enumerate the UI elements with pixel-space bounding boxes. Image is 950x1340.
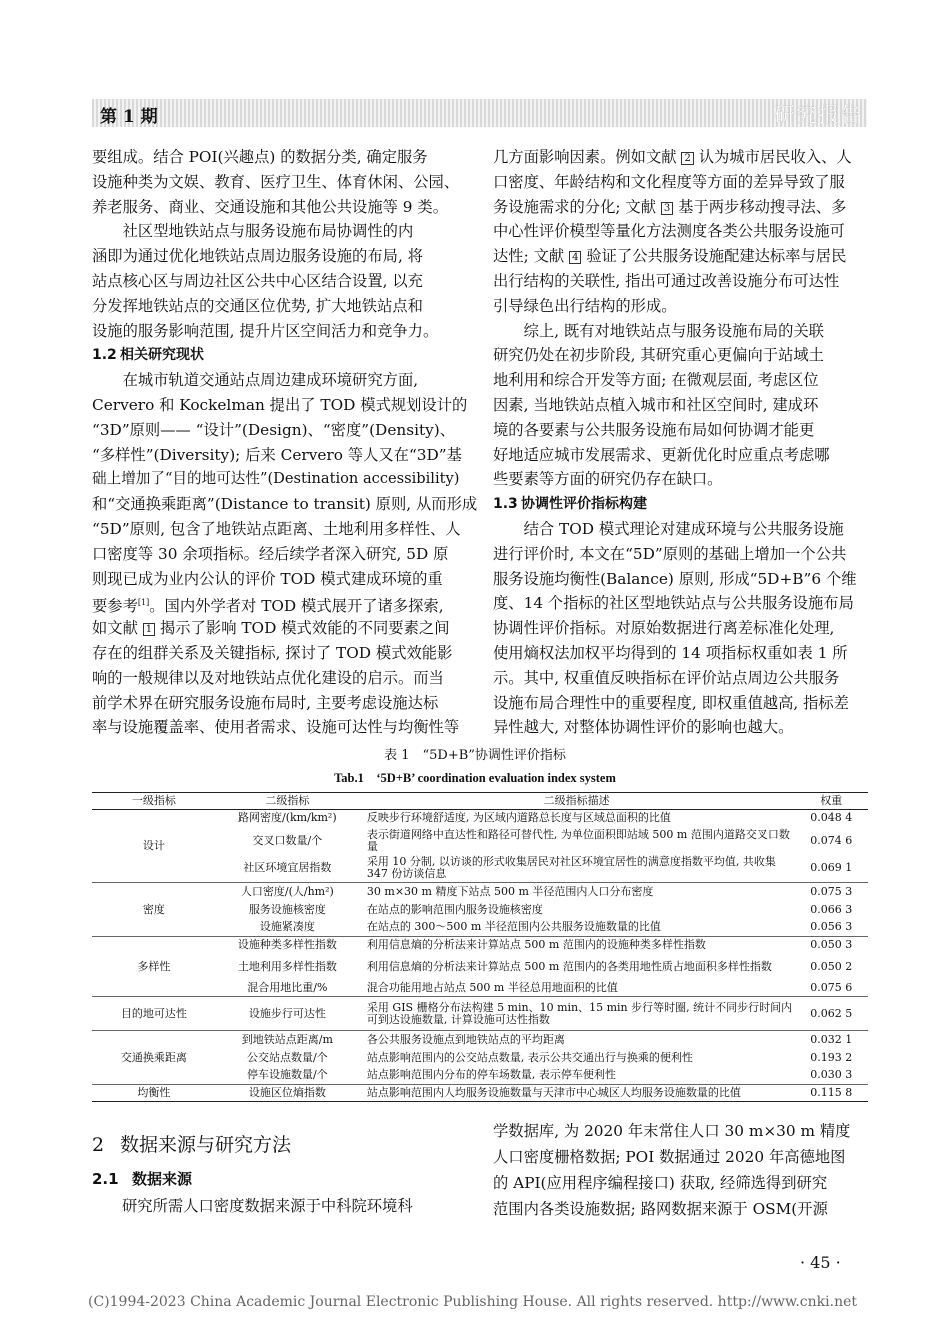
indicator-weight: 0.075 6 [794,980,868,997]
indicator-name: 设施区位熵指数 [216,1085,359,1102]
text-line: 些要素等方面的研究仍存在缺口。 [493,470,723,489]
section-heading-2-1 [92,1168,192,1189]
index-table [92,792,868,1102]
indicator-desc: 30 m×30 m 精度下站点 500 m 半径范围内人口分布密度 [366,884,654,898]
section-title: 相关研究现状 [120,347,204,364]
citation-ref[interactable]: 1 [143,623,155,636]
table-row [92,883,868,901]
indicator-weight: 0.074 6 [810,833,853,847]
section-title: 数据来源 [132,1170,193,1188]
text-line: 进行评价时, 本文在“5D”原则的基础上增加一个公共 [493,544,847,563]
indicator-desc: 采用 GIS 栅格分布法构建 5 min、10 min、15 min 步行等时圈, 统计不同步行时间内可到达设施数量, 计算设施可达性指数 [359,997,795,1031]
text-fragment: 几方面影响因素。例如文献 [493,148,677,166]
column-header: 二级指标描述 [359,793,795,810]
text-line: 的 API(应用程序编程接口) 获取, 经筛选得到研究 [493,1174,828,1192]
text-fragment: 达性; 文献 [493,247,565,266]
citation-ref[interactable]: 3 [661,202,673,215]
text-line: 研究所需人口密度数据来源于中科院环境科 [122,1197,413,1215]
indicator-weight: 0.193 2 [810,1050,853,1064]
indicator-weight: 0.030 3 [794,1067,868,1085]
column-header: 二级指标 [216,793,359,810]
text-line [493,195,868,220]
text-fragment: 验证了公共服务设施配建达标率与居民 [586,247,847,266]
indicator-desc: 站点影响范围内分布的停车场数量, 表示停车便利性 [359,1067,795,1085]
text-line: 设施种类为文娱、教育、医疗卫生、体育休闲、公园、 [92,172,460,191]
indicator-name: 土地利用多样性指数 [237,959,337,973]
indicator-weight: 0.050 3 [810,938,853,952]
text-line: 中心性评价模型等量化方法测度各类公共服务设施可 [493,222,845,241]
indicator-desc: 反映步行环境舒适度, 为区域内道路总长度与区域总面积的比值 [366,811,671,825]
group-name: 均衡性 [92,1085,216,1102]
text-line: 分发挥地铁站点的交通区位优势, 扩大地铁站点和 [92,296,423,315]
group-name: 多样性 [92,937,216,997]
text-line: “3D”原则—— “设计”(Design)、“密度”(Density)、 [92,420,456,439]
indicator-weight: 0.050 2 [810,959,853,973]
left-column [92,145,478,740]
citation-ref[interactable]: 2 [681,152,693,165]
indicator-desc: 混合功能用地占站点 500 m 半径总用地面积的比值 [359,980,795,997]
text-line [92,591,464,616]
issue-label: 第 1 期 [100,107,158,127]
indicator-weight: 0.075 3 [810,884,853,898]
right-column-bottom [493,1118,850,1222]
text-line: 使用熵权法加权平均得到的 14 项指标权重如表 1 所 [493,643,848,662]
text-line: 前学术界在研究服务设施布局时, 主要考虑设施达标 [92,693,439,712]
column-header: 权重 [794,793,868,810]
indicator-name: 路网密度/(km/km²) [238,811,337,825]
text-line: 度、14 个指标的社区型地铁站点与公共服务设施布局 [493,594,854,613]
text-line: 设施的服务影响范围, 提升片区空间活力和竞争力。 [92,321,439,340]
text-line: 好地适应城市发展需求、更新优化时应重点考虑哪 [493,445,830,464]
text-line: 口密度、年龄结构和文化程度等方面的差异导致了服 [493,172,845,191]
indicator-desc: 各公共服务设施点到地铁站点的平均距离 [366,1032,565,1046]
group-name: 目的地可达性 [92,997,216,1031]
indicator-weight: 0.056 3 [794,919,868,937]
text-line: 学数据库, 为 2020 年末常住人口 30 m×30 m 精度 [493,1122,851,1140]
indicator-desc: 采用 10 分制, 以访谈的形式收集居民对社区环境宜居性的满意度指数平均值, 共收集 347 份访谈信息 [359,855,795,883]
text-line: 协调性评价指标。对原始数据进行离差标准化处理, [493,619,835,638]
text-fragment: 要参考 [92,597,138,616]
copyright-footer: (C)1994-2023 China Academic Journal Electronic Publishing House. All rights reserved. http://www.cnki.net [88,1294,858,1310]
text-line: 范围内各类设施数据; 路网数据来源于 OSM(开源 [493,1200,828,1218]
indicator-name: 社区环境宜居指数 [216,855,359,883]
indicator-desc: 利用信息熵的分析法来计算站点 500 m 范围内的设施种类多样性指数 [366,938,706,952]
text-line: 在城市轨道交通站点周边建成环境研究方面, [92,371,419,390]
indicator-name: 服务设施核密度 [248,902,326,916]
text-line: 涵即为通过优化地铁站点周边服务设施的布局, 将 [92,247,423,266]
text-line: 引导绿色出行结构的形成。 [493,296,677,315]
text-line: 率与设施覆盖率、使用者需求、设施可达性与均衡性等 [92,718,460,737]
section-number: 1.2 [92,347,117,364]
text-line: 础上增加了“目的地可达性”(Destination accessibility) [92,470,460,488]
text-line: “5D”原则, 包含了地铁站点距离、土地利用多样性、人 [92,519,461,538]
section-heading-2 [92,1130,291,1157]
text-fragment: 揭示了影响 TOD 模式效能的不同要素之间 [155,619,450,638]
table-row [92,997,868,1031]
text-line [493,145,868,170]
section-title: 数据来源与研究方法 [120,1134,292,1156]
page-number: · 45 · [800,1253,841,1272]
table-header-row [92,793,868,810]
indicator-name: 设施紧凑度 [216,919,359,937]
indicator-weight: 0.062 5 [794,997,868,1031]
group-name: 交通换乘距离 [92,1031,216,1085]
group-name: 设计 [92,810,216,883]
indicator-weight: 0.048 4 [810,811,853,825]
indicator-name: 停车设施数量/个 [216,1067,359,1085]
right-column [493,145,868,740]
indicator-desc: 站点影响范围内的公交站点数量, 表示公共交通出行与换乘的便利性 [366,1050,693,1064]
section-heading-1-2 [92,343,464,368]
text-fragment: 基于两步移动搜寻法、多 [678,197,847,216]
indicator-name: 公交站点数量/个 [246,1050,328,1064]
citation-ref[interactable]: 4 [569,251,581,264]
indicator-desc: 利用信息熵的分析法来计算站点 500 m 范围内的各类用地性质占地面积多样性指数 [366,959,772,973]
text-line: 因素, 当地铁站点植入城市和社区空间时, 建成环 [493,395,819,414]
table-row [92,810,868,827]
table-row [92,937,868,954]
text-line: 养老服务、商业、交通设施和其他公共设施等 9 类。 [92,197,448,216]
text-line: 站点核心区与周边社区公共中心区结合设置, 以充 [92,271,423,290]
indicator-weight: 0.066 3 [810,902,853,916]
citation-superscript[interactable]: [1] [137,598,150,608]
text-line: 社区型地铁站点与服务设施布局协调性的内 [92,222,414,241]
indicator-name: 设施步行可达性 [216,997,359,1031]
text-line: 存在的组群关系及关键指标, 探讨了 TOD 模式效能影 [92,643,453,662]
section-number: 2 [92,1134,105,1156]
column-header: 一级指标 [92,793,216,810]
indicator-name: 人口密度/(人/hm²) [240,884,334,898]
header-bar [92,99,867,127]
text-line: 服务设施均衡性(Balance) 原则, 形成“5D+B”6 个维 [493,569,857,588]
table-row [92,1085,868,1102]
indicator-weight: 0.069 1 [794,855,868,883]
indicator-name: 混合用地比重/% [216,980,359,997]
text-line: 出行结构的关联性, 指出可通过改善设施分布可达性 [493,271,840,290]
indicator-name: 交叉口数量/个 [252,833,323,847]
text-line [493,244,868,269]
indicator-weight: 0.032 1 [810,1032,853,1046]
indicator-desc: 表示街道网络中直达性和路径可替代性, 为单位面积即站域 500 m 范围内道路交叉口数量 [366,827,790,853]
text-line: 口密度等 30 余项指标。经后续学者深入研究, 5D 原 [92,544,449,563]
section-number: 2.1 [92,1170,119,1188]
text-line: 境的各要素与公共服务设施布局如何协调才能更 [493,420,815,439]
section-number: 1.3 [493,496,518,513]
text-line: 人口密度栅格数据; POI 数据通过 2020 年高德地图 [493,1148,846,1166]
section-title: 协调性评价指标构建 [521,496,647,513]
indicator-desc: 在站点的影响范围内服务设施核密度 [366,902,543,916]
indicator-weight: 0.115 8 [794,1085,868,1102]
text-line: “多样性”(Diversity); 后来 Cervero 等人又在“3D”基 [92,445,462,464]
indicator-desc: 在站点的 300～500 m 半径范围内公共服务设施数量的比值 [359,919,795,937]
journal-title: 研究报告 [774,103,862,127]
section-heading-1-3 [493,492,868,517]
group-name: 密度 [92,883,216,937]
text-line: 综上, 既有对地铁站点与服务设施布局的关联 [493,321,824,340]
text-line: 和“交通换乘距离”(Distance to transit) 原则, 从而形成 [92,495,478,514]
indicator-name: 设施种类多样性指数 [237,938,337,952]
text-line: 异性越大, 对整体协调性评价的影响也越大。 [493,718,794,737]
indicator-name: 到地铁站点距离/m [241,1032,333,1046]
table-caption-en: Tab.1 ‘5D+B’ coordination evaluation index system [334,771,616,785]
text-fragment: 。国内外学者对 TOD 模式展开了诸多探索, [149,597,444,616]
text-line: Cervero 和 Kockelman 提出了 TOD 模式规划设计的 [92,395,468,414]
text-line: 则现已成为业内公认的评价 TOD 模式建成环境的重 [92,569,443,588]
text-line: 结合 TOD 模式理论对建成环境与公共服务设施 [493,519,844,538]
text-fragment: 务设施需求的分化; 文献 [493,197,656,216]
text-line [92,616,464,641]
text-line: 响的一般规律以及对地铁站点优化建设的启示。而当 [92,668,444,687]
text-fragment: 如文献 [92,619,143,638]
text-line: 示。其中, 权重值反映指标在评价站点周边公共服务 [493,668,840,687]
text-fragment: 认为城市居民收入、人 [698,148,852,166]
text-line: 地利用和综合开发等方面; 在微观层面, 考虑区位 [493,371,819,390]
table-caption-cn: 表 1 “5D+B”协调性评价指标 [384,748,566,763]
table-row [92,1031,868,1049]
indicator-desc: 站点影响范围内人均服务设施数量与天津市中心城区人均服务设施数量的比值 [359,1085,795,1102]
text-line: 设施布局合理性中的重要程度, 即权重值越高, 指标差 [493,693,849,712]
text-line: 要组成。结合 POI(兴趣点) 的数据分类, 确定服务 [92,148,428,166]
text-line: 研究仍处在初步阶段, 其研究重心更偏向于站域土 [493,346,824,365]
